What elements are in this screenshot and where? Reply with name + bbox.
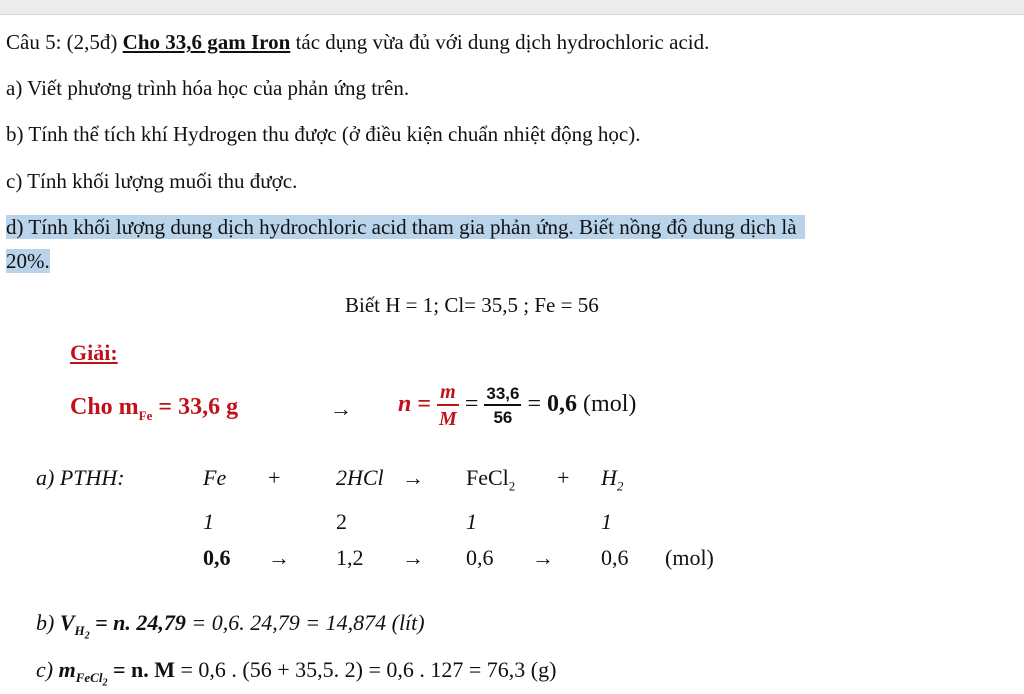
mass-subscript-fecl: FeCl bbox=[75, 670, 103, 686]
question-part-d-line1 bbox=[6, 215, 805, 240]
m-variable: m bbox=[437, 382, 459, 406]
mass-subscript bbox=[75, 670, 108, 689]
coef-h2: 1 bbox=[601, 509, 612, 534]
mole-formula bbox=[398, 382, 636, 429]
product-fecl2-base: FeCl bbox=[466, 465, 509, 490]
M-variable: M bbox=[439, 408, 457, 430]
product-h2-sub: 2 bbox=[616, 478, 624, 494]
fraction-numerator: 33,6 bbox=[484, 385, 521, 406]
plus-sign-1: + bbox=[268, 465, 281, 490]
arrow-2: → bbox=[402, 545, 424, 570]
product-h2-base: H bbox=[601, 465, 617, 490]
question-part-b: b) Tính thể tích khí Hydrogen thu được (ở điều kiện chuẩn nhiệt động học). bbox=[6, 122, 641, 146]
question-rest: tác dụng vừa đủ với dung dịch hydrochloric acid. bbox=[295, 30, 710, 54]
answer-c-variable bbox=[58, 657, 108, 689]
mass-symbol: m bbox=[58, 657, 76, 682]
answer-b-line bbox=[36, 610, 425, 642]
coef-fe: 1 bbox=[203, 509, 214, 534]
coef-hcl: 2 bbox=[336, 509, 347, 534]
question-part-d-line2 bbox=[6, 249, 50, 274]
reactant-hcl: 2HCl bbox=[336, 465, 384, 490]
equals-sign-2: = bbox=[464, 391, 479, 418]
product-fecl2-sub: 2 bbox=[508, 478, 516, 494]
volume-symbol: V bbox=[59, 610, 75, 635]
amount-unit: (mol) bbox=[665, 545, 714, 570]
given-mass-sub: Fe bbox=[138, 407, 153, 423]
amount-hcl: 1,2 bbox=[336, 545, 364, 570]
n-variable: n bbox=[398, 391, 412, 418]
answer-b-label: b) bbox=[36, 610, 55, 635]
answer-c-expr: = n. M bbox=[112, 657, 175, 682]
amount-fecl2: 0,6 bbox=[466, 545, 494, 570]
question-number: Câu 5: bbox=[6, 30, 62, 54]
volume-subscript bbox=[74, 623, 90, 642]
viewer-top-bar bbox=[0, 0, 1024, 15]
given-atomic-masses: Biết H = 1; Cl= 35,5 ; Fe = 56 bbox=[345, 293, 599, 317]
mole-unit: (mol) bbox=[583, 391, 637, 418]
reaction-arrow: → bbox=[402, 465, 424, 490]
answer-c-label: c) bbox=[36, 657, 54, 682]
question-heading bbox=[6, 30, 709, 55]
coef-fecl2: 1 bbox=[466, 509, 477, 534]
mass-subscript-2: 2 bbox=[102, 677, 108, 689]
arrow-3: → bbox=[532, 545, 554, 570]
product-h2 bbox=[601, 465, 623, 494]
question-part-d-percent: 20%. bbox=[6, 249, 50, 273]
plus-sign-2: + bbox=[557, 465, 570, 490]
question-bold-phrase: Cho 33,6 gam Iron bbox=[122, 30, 291, 54]
answer-b-rest: = 0,6. 24,79 = 14,874 (lít) bbox=[191, 610, 425, 635]
amount-h2: 0,6 bbox=[601, 545, 629, 570]
question-part-a: a) Viết phương trình hóa học của phản ứng trên. bbox=[6, 76, 410, 100]
given-arrow: → bbox=[330, 396, 352, 421]
product-fecl2 bbox=[466, 465, 515, 494]
amount-fe: 0,6 bbox=[203, 545, 231, 570]
equals-sign-3: = bbox=[527, 391, 542, 418]
m-over-M-fraction bbox=[437, 382, 459, 429]
answer-b-expr: = n. 24,79 bbox=[95, 610, 186, 635]
question-part-c: c) Tính khối lượng muối thu được. bbox=[6, 169, 298, 193]
equation-label: a) PTHH: bbox=[36, 465, 125, 490]
question-points: (2,5đ) bbox=[66, 30, 118, 54]
answer-b-variable bbox=[59, 610, 90, 642]
arrow-1: → bbox=[268, 545, 290, 570]
fraction-denominator: 56 bbox=[493, 408, 513, 427]
given-mass-value: = 33,6 g bbox=[158, 394, 239, 420]
given-mass-line bbox=[70, 394, 238, 424]
answer-c-line bbox=[36, 657, 556, 689]
given-mass-prefix: Cho m bbox=[70, 394, 139, 420]
answer-c-rest: = 0,6 . (56 + 35,5. 2) = 0,6 . 127 = 76,3 (g) bbox=[180, 657, 557, 682]
volume-subscript-2: 2 bbox=[84, 630, 90, 642]
question-part-d-text: d) Tính khối lượng dung dịch hydrochloric acid tham gia phản ứng. Biết nồng độ dung dịch là bbox=[6, 215, 805, 239]
mole-result: 0,6 bbox=[547, 391, 578, 418]
equals-sign-1: = bbox=[417, 391, 432, 418]
numeric-fraction bbox=[484, 385, 521, 426]
reactant-fe: Fe bbox=[203, 465, 227, 490]
solution-heading: Giải: bbox=[70, 340, 118, 365]
volume-subscript-h: H bbox=[74, 623, 85, 639]
